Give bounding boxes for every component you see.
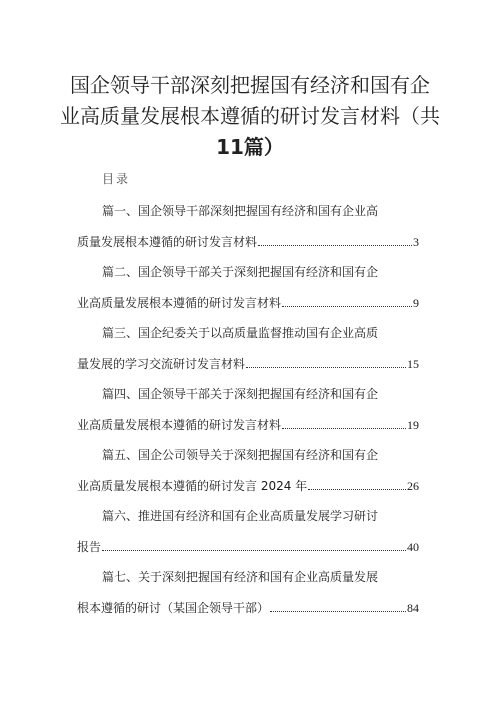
toc-entry-title-line1: 篇二、国企领导干部关于深刻把握国有经济和国有企 (102, 265, 379, 279)
toc-entry-title-line2: 量发展的学习交流研讨发言材料 (77, 357, 246, 371)
toc-page-number: 84 (407, 601, 419, 615)
toc-page-number: 26 (407, 479, 419, 493)
toc-page-number: 40 (407, 540, 419, 554)
document-title (60, 70, 440, 163)
toc-entry-title-line2: 报告 (77, 540, 102, 554)
title-line-1: 国企领导干部深刻把握国有经济和国有企 (70, 73, 430, 97)
toc-entry-title-line1: 篇三、国企纪委关于以高质量监督推动国有企业高质 (102, 326, 379, 340)
toc-page-number: 15 (407, 357, 419, 371)
toc-entry-title-line2: 业高质量发展根本遵循的研讨发言 2024 年 (77, 479, 308, 493)
toc-page-number: 3 (413, 235, 419, 249)
dot-leader (270, 610, 406, 612)
toc-entry-title-line2: 质量发展根本遵循的研讨发言材料 (77, 235, 258, 249)
title-line-3: 11篇） (216, 135, 284, 159)
toc-entry-title-line1: 篇六、推进国有经济和国有企业高质量发展学习研讨 (102, 509, 379, 523)
toc-heading: 目录 (102, 172, 131, 186)
toc-entry-title-line2: 业高质量发展根本遵循的研讨发言材料 (77, 296, 282, 310)
dot-leader (102, 549, 406, 551)
toc-entry-title-line1: 篇一、国企领导干部深刻把握国有经济和国有企业高 (102, 204, 379, 218)
toc-entry-title-line2: 根本遵循的研讨（某国企领导干部） (77, 601, 270, 615)
dot-leader (282, 427, 406, 429)
dot-leader (258, 244, 412, 246)
dot-leader (308, 488, 406, 490)
dot-leader (282, 305, 412, 307)
title-line-2: 业高质量发展根本遵循的研讨发言材料（共 (60, 104, 440, 128)
toc-page-number: 9 (413, 296, 419, 310)
toc-page-number: 19 (407, 418, 419, 432)
toc-entry-title-line1: 篇四、国企领导干部关于深刻把握国有经济和国有企 (102, 387, 379, 401)
toc-entry-title-line2: 业高质量发展根本遵循的研讨发言材料 (77, 418, 282, 432)
toc-entry-title-line1: 篇五、国企公司领导关于深刻把握国有经济和国有企 (102, 448, 379, 462)
toc-entry-title-line1: 篇七、关于深刻把握国有经济和国有企业高质量发展 (102, 570, 379, 584)
dot-leader (246, 366, 406, 368)
